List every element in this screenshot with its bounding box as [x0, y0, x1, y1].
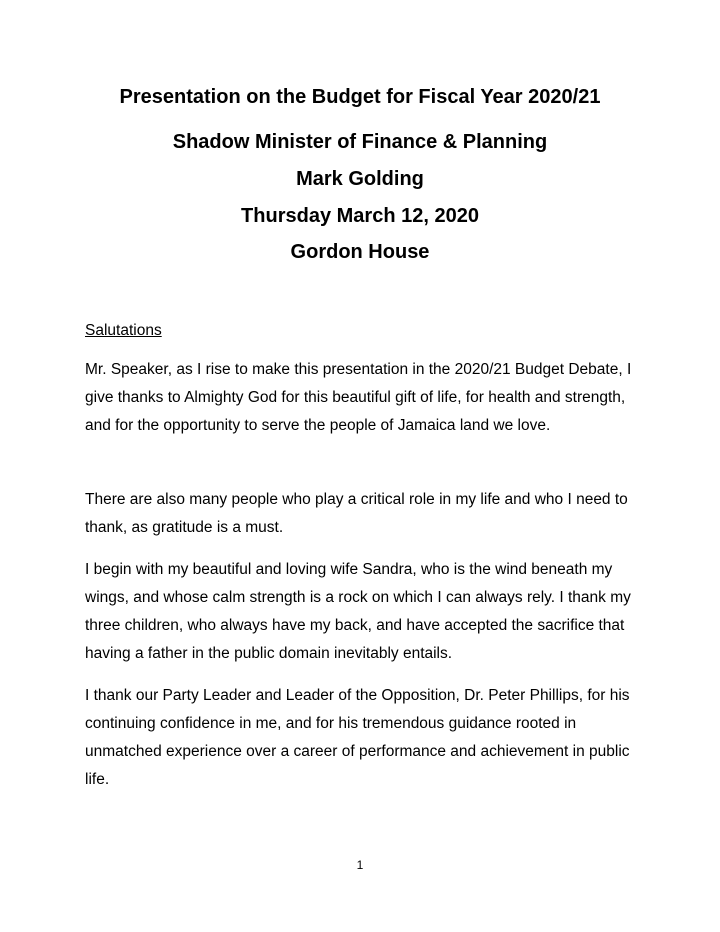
presentation-date: Thursday March 12, 2020: [241, 205, 479, 227]
page-number: 1: [356, 858, 364, 872]
speaker-role: Shadow Minister of Finance & Planning: [172, 131, 548, 153]
document-title: Presentation on the Budget for Fiscal Year 2020/21: [119, 86, 601, 108]
paragraph: I begin with my beautiful and loving wife Sandra, who is the wind beneath my wings, and whose calm strength is a rock on which I can always rely. I thank my three children, who always have my back, and have accepted the sacrifice that having a father in the public domain inevitably entails.: [85, 561, 631, 662]
paragraph: There are also many people who play a critical role in my life and who I need to thank, as gratitude is a must.: [85, 491, 628, 536]
paragraph: Mr. Speaker, as I rise to make this presentation in the 2020/21 Budget Debate, I give thanks to Almighty God for this beautiful gift of life, for health and strength, and for the opportunity to serve the people of Jamaica land we love.: [85, 361, 632, 434]
section-heading-salutations: Salutations: [85, 322, 162, 339]
presentation-venue: Gordon House: [290, 241, 430, 263]
paragraph: I thank our Party Leader and Leader of the Opposition, Dr. Peter Phillips, for his continuing confidence in me, and for his tremendous guidance rooted in unmatched experience over a career of performance and achievement in public life.: [85, 687, 630, 788]
speaker-name: Mark Golding: [296, 168, 424, 190]
